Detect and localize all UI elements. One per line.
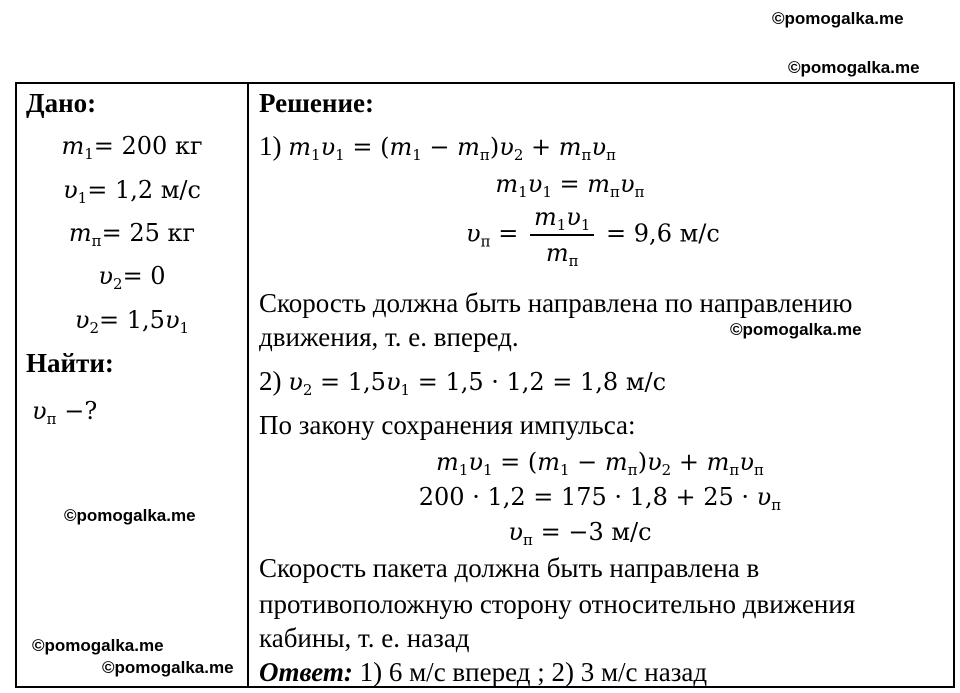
given-v2-ratio: $\upsilon_2= 1,5\upsilon_1$	[74, 306, 190, 337]
given-v1: $\upsilon_1= 1,2$ м/с	[63, 176, 201, 207]
find-title: Найти:	[26, 348, 114, 378]
column-divider	[247, 82, 249, 688]
fraction: $\frac{m_1\upsilon_1}{m_п}$	[530, 202, 594, 268]
answer	[259, 656, 707, 688]
equation-1: 1) $m_1\upsilon_1 = (m_1 - m_п)\upsilon_2 + m_п\upsilon_п$	[259, 131, 617, 164]
find-quantity: $\upsilon_п$ −?	[32, 397, 98, 428]
watermark: ©pomogalka.me	[64, 506, 196, 525]
text-direction-1: Скорость должна быть направлена по направлению	[259, 288, 853, 318]
answer-text: 1) 6 м/с вперед ; 2) 3 м/с назад	[352, 657, 708, 687]
equation-step2: 2) $\upsilon_2 = 1,5\upsilon_1 = 1,5 \cdot 1,2 = 1,8$ м/с	[259, 366, 667, 399]
equation-2: $m_1\upsilon_1 = m_п\upsilon_п$	[495, 170, 645, 201]
watermark: ©pomogalka.me	[788, 58, 920, 77]
given-v2-zero: $\upsilon_2= 0$	[98, 262, 166, 293]
equation-4: $m_1\upsilon_1 = (m_1 - m_п)\upsilon_2 + m_п\upsilon_п$	[436, 448, 764, 479]
given-m1: $m_1= 200$ кг	[61, 132, 203, 163]
watermark: ©pomogalka.me	[772, 9, 904, 28]
watermark: ©pomogalka.me	[730, 320, 862, 339]
equation-5: $200 \cdot 1,2 = 175 \cdot 1,8 + 25 \cdot \upsilon_п$	[418, 483, 782, 514]
watermark: ©pomogalka.me	[32, 636, 164, 655]
given-title: Дано:	[26, 88, 97, 118]
law-text: По закону сохранения импульса:	[259, 410, 636, 440]
answer-label: Ответ:	[259, 657, 353, 687]
text-packet-2: противоположную сторону относительно движения	[259, 589, 856, 619]
equation-6: $\upsilon_п = -3$ м/с	[508, 518, 652, 549]
solution-title: Решение:	[259, 88, 374, 118]
text-direction-2: движения, т. е. вперед.	[259, 322, 519, 352]
text-packet-3: кабины, т. е. назад	[259, 623, 470, 653]
watermark: ©pomogalka.me	[102, 658, 234, 677]
given-mp: $m_п= 25$ кг	[68, 219, 196, 250]
text-packet-1: Скорость пакета должна быть направлена в	[259, 553, 760, 583]
equation-3: $\upsilon_п$ = $\frac{m_1\upsilon_1}{m_п}$ = 9,6 м/с	[466, 203, 720, 270]
